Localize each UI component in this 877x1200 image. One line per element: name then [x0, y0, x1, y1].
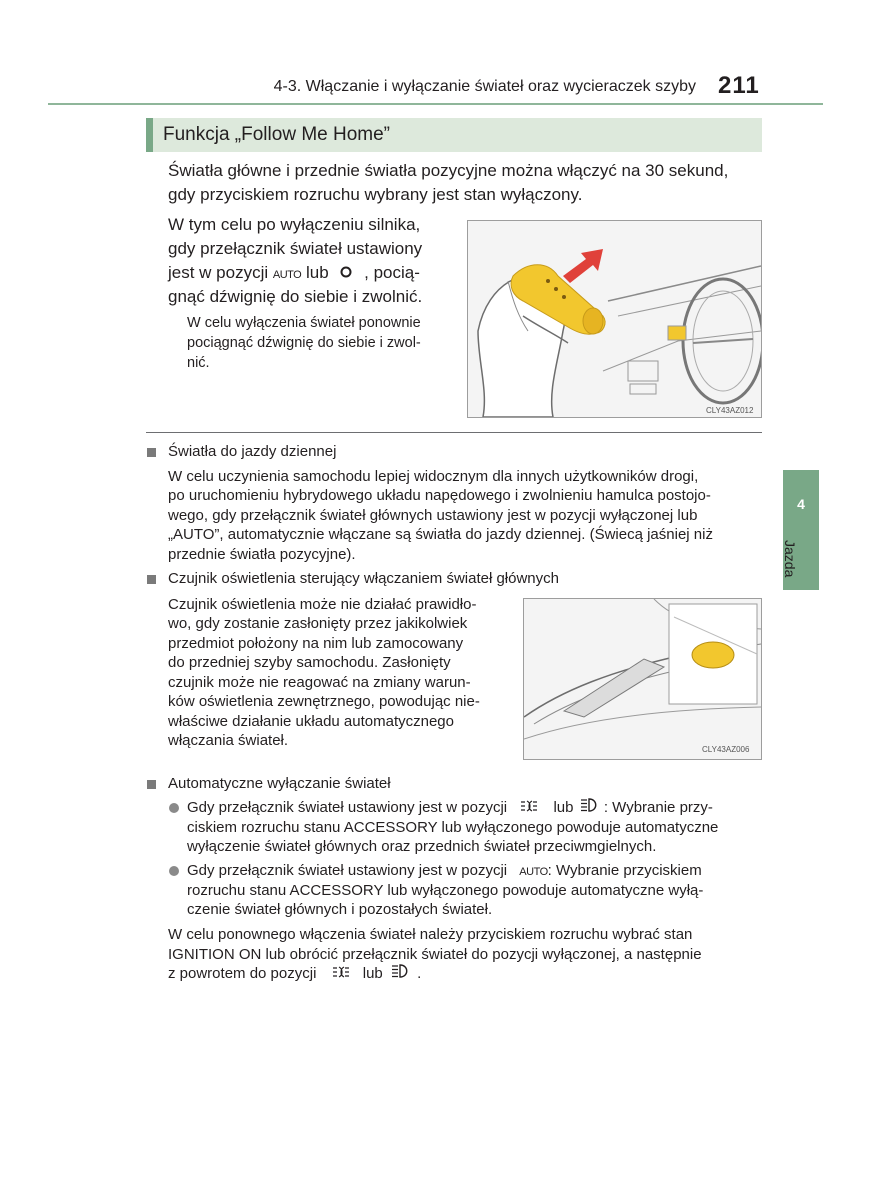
intro-line-2: gdy przyciskiem rozruchu wybrany jest stan wyłączony. — [168, 185, 583, 204]
note1-line-2: pociągnąć dźwignię do siebie i zwol- — [187, 335, 421, 351]
auto-off-b1-line-1 — [187, 798, 764, 818]
b2-text-a: Gdy przełącznik świateł ustawiony jest w pozycji — [187, 862, 508, 879]
p3-text-c: . — [417, 965, 422, 982]
heading-marker — [147, 780, 156, 789]
auto-off-b2-line-3: czenie świateł głównych i pozostałych świateł. — [187, 901, 493, 918]
sensor-line-1: Czujnik oświetlenia może nie działać prawidło- — [168, 596, 477, 613]
chapter-number: 4 — [797, 496, 805, 512]
tail-light-icon — [331, 964, 351, 984]
figure-headlight-lever — [467, 220, 762, 418]
headlight-icon — [391, 964, 409, 984]
note1-line-3: nić. — [187, 355, 210, 371]
sensor-heading: Czujnik oświetlenia sterujący włączaniem świateł głównych — [168, 570, 559, 587]
bullet-dot — [169, 803, 179, 813]
p3-text-a: z powrotem do pozycji — [168, 965, 317, 982]
sensor-line-7: właściwe działanie układu automatycznego — [168, 713, 454, 730]
header-rule — [48, 103, 823, 105]
sensor-line-5: czujnik może nie reagować na zmiany warun- — [168, 674, 471, 691]
figure-light-sensor — [523, 598, 762, 760]
auto-off-b1-line-2: ciskiem rozruchu stanu ACCESSORY lub wyłączonego powoduje automatyczne — [187, 819, 719, 836]
light-off-icon — [339, 262, 353, 286]
drl-line-3: wego, gdy przełącznik świateł głównych ustawiony jest w pozycji wyłączonej lub — [168, 507, 698, 524]
drl-heading: Światła do jazdy dziennej — [168, 443, 337, 460]
auto-off-p-line-1: W celu ponownego włączenia świateł należy przyciskiem rozruchu wybrać stan — [168, 926, 693, 943]
sensor-line-6: ków oświetlenia zewnętrznego, powodując nie- — [168, 693, 480, 710]
p3-text-b: lub — [362, 965, 383, 982]
section-divider — [146, 432, 762, 433]
drl-line-4: „AUTO”, automatycznie włączane są światła do jazdy dziennej. (Świecą jaśniej niż — [168, 526, 713, 543]
auto-symbol: AUTO — [519, 866, 548, 878]
sensor-line-8: włączania świateł. — [168, 732, 289, 749]
auto-off-p-line-2: IGNITION ON lub obrócić przełącznik świateł do pozycji wyłączonej, a następnie — [168, 946, 702, 963]
auto-off-b2-line-2: rozruchu stanu ACCESSORY lub wyłączonego powoduje automatyczne wyłą- — [187, 882, 704, 899]
auto-off-b2-line-1 — [187, 861, 764, 883]
instruction-line-2: gdy przełącznik świateł ustawiony — [168, 239, 423, 258]
instruction-line-1: W tym celu po wyłączeniu silnika, — [168, 215, 421, 234]
instruction-line-3 — [168, 261, 458, 287]
page-number: 211 — [718, 72, 760, 99]
section-title: Funkcja „Follow Me Home” — [163, 124, 390, 145]
b1-text-c: : Wybranie przy- — [603, 799, 713, 816]
auto-symbol: AUTO — [272, 269, 302, 281]
b1-text-b: lub — [553, 799, 574, 816]
sensor-line-3: przedmiot położony na nim lub zamocowany — [168, 635, 464, 652]
bullet-dot — [169, 866, 179, 876]
auto-off-p-line-3 — [168, 964, 421, 984]
instruction-text-c: , pocią- — [364, 263, 420, 282]
heading-marker — [147, 448, 156, 457]
section-title-accent — [146, 118, 153, 152]
heading-marker — [147, 575, 156, 584]
b2-text-c: : Wybranie przyciskiem — [547, 862, 702, 879]
note1-line-1: W celu wyłączenia świateł ponownie — [187, 315, 421, 331]
sensor-illustration — [524, 599, 761, 759]
sensor-line-2: wo, gdy zostanie zasłonięty przez jakikolwiek — [168, 615, 468, 632]
tail-light-icon — [519, 798, 539, 818]
running-header: 4-3. Włączanie i wyłączanie świateł oraz wycieraczek szyby — [273, 78, 696, 95]
sensor-line-4: do przedniej szyby samochodu. Zasłonięty — [168, 654, 451, 671]
chapter-label: Jazda — [782, 540, 798, 578]
instruction-line-4: gnąć dźwignię do siebie i zwolnić. — [168, 287, 423, 306]
lever-illustration — [468, 221, 761, 417]
instruction-text-a: jest w pozycji — [168, 263, 269, 282]
figure2-code: CLY43AZ006 — [702, 745, 750, 754]
instruction-text-b: lub — [305, 263, 329, 282]
auto-off-b1-line-3: wyłączenie świateł głównych oraz przednich świateł przeciwmgielnych. — [187, 838, 657, 855]
auto-off-heading: Automatyczne wyłączanie świateł — [168, 775, 391, 792]
drl-line-1: W celu uczynienia samochodu lepiej widocznym dla innych użytkowników drogi, — [168, 468, 699, 485]
headlight-icon — [580, 798, 598, 818]
drl-line-2: po uruchomieniu hybrydowego układu napędowego i zwolnieniu hamulca postojo- — [168, 487, 711, 504]
b1-text-a: Gdy przełącznik świateł ustawiony jest w pozycji — [187, 799, 508, 816]
intro-line-1: Światła główne i przednie światła pozycyjne można włączyć na 30 sekund, — [168, 161, 729, 180]
figure1-code: CLY43AZ012 — [706, 406, 754, 415]
drl-line-5: przednie światła pozycyjne). — [168, 546, 356, 563]
